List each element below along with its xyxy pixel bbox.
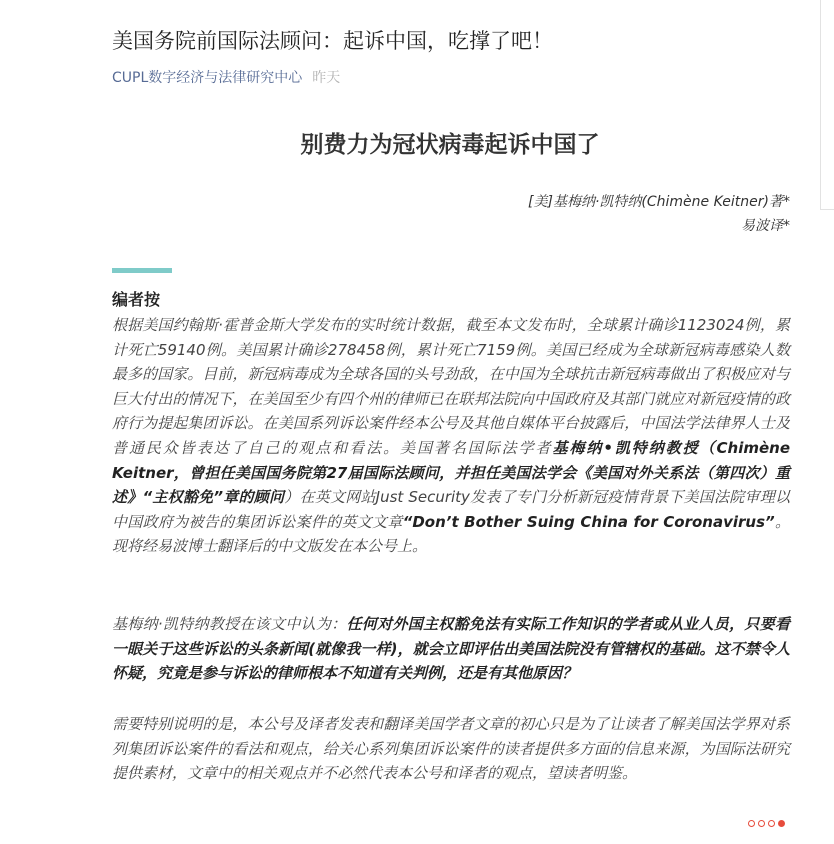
- publish-time: 昨天: [312, 70, 341, 86]
- body-text: 需要特别说明的是，本公号及译者发表和翻译美国学者文章的初心只是为了让读者了解美国法学界对系列集团诉讼案件的看法和观点，给关心系列集团诉讼案件的读者提供多方面的信息来源，为国际法研究提供素材，文章中的相关观点并不必然代表本公号和译者的观点，望读者明鉴。: [112, 715, 790, 783]
- emphasized-text: 任何对外国主权豁免法有实际工作知识的学者或从业人员，只要看一眼关于这些诉讼的头条新闻(就像我一样)，就会立即评估出美国法院没有管辖权的基础。这不禁令人怀疑，究竟是参与诉讼的律师根本不知道有关判例，还是有其他原因？: [112, 615, 790, 683]
- pager-dot-4[interactable]: [778, 820, 785, 827]
- emphasized-text: “Don’t Bother Suing China for Coronavirus”: [402, 512, 775, 531]
- pager-dot-3[interactable]: [768, 820, 775, 827]
- pager-dot-2[interactable]: [758, 820, 765, 827]
- article-title: 美国务院前国际法顾问：起诉中国，吃撑了吧！: [112, 29, 553, 53]
- section-accent-bar: [112, 268, 172, 273]
- pager-dot-1[interactable]: [748, 820, 755, 827]
- author-line: [美]基梅纳·凯特纳(Chimène Keitner)著*: [528, 194, 790, 210]
- scrollbar[interactable]: [820, 0, 834, 210]
- body-text: 基梅纳·凯特纳教授在该文中认为：: [112, 615, 347, 633]
- emphasized-text: 基梅纳•凯特纳教授（Chimène Keitner，曾担任美国国务院第27届国际法顾问，并担任美国法学会《美国对外关系法（第四次）重述》“主权豁免”章的顾问: [112, 438, 790, 507]
- body-text: 。现将经易波博士翻译后的中文版发在本公号上。: [112, 512, 790, 556]
- editor-note-paragraph-2: [112, 612, 790, 686]
- editor-note-heading: 编者按: [112, 290, 161, 309]
- body-text: ）在英文网站Just Security发表了专门分析新冠疫情背景下美国法院审理以中国政府为被告的集团诉讼案件的英文文章: [112, 488, 790, 531]
- byline: [290, 190, 790, 238]
- editor-note-paragraph-3: [112, 712, 790, 786]
- translator-line: 易波译*: [741, 218, 790, 234]
- article-meta: [112, 68, 340, 88]
- body-text: 根据美国约翰斯·霍普金斯大学发布的实时统计数据，截至本文发布时，全球累计确诊1123024例，累计死亡59140例。美国累计确诊278458例，累计死亡7159例。美国已经成为全球新冠病毒感染人数最多的国家。目前，新冠病毒成为全球各国的头号劲敌，在中国为全球抗击新冠病毒做出了积极应对与巨大付出的情况下，在美国至少有四个州的律师已在联邦法院向中国政府及其部门就应对新冠疫情的政府行为提起集团诉讼。在美国系列诉讼案件经本公号及其他自媒体平台披露后，中国法学法律界人士及普通民众皆表达了自己的观点和看法。美国著名国际法学者: [112, 316, 790, 457]
- account-name-link[interactable]: CUPL数字经济与法律研究中心: [112, 70, 303, 86]
- editor-note-paragraph-1: [112, 313, 790, 559]
- pager-dots: [748, 820, 785, 827]
- article-subtitle: 别费力为冠状病毒起诉中国了: [300, 132, 600, 158]
